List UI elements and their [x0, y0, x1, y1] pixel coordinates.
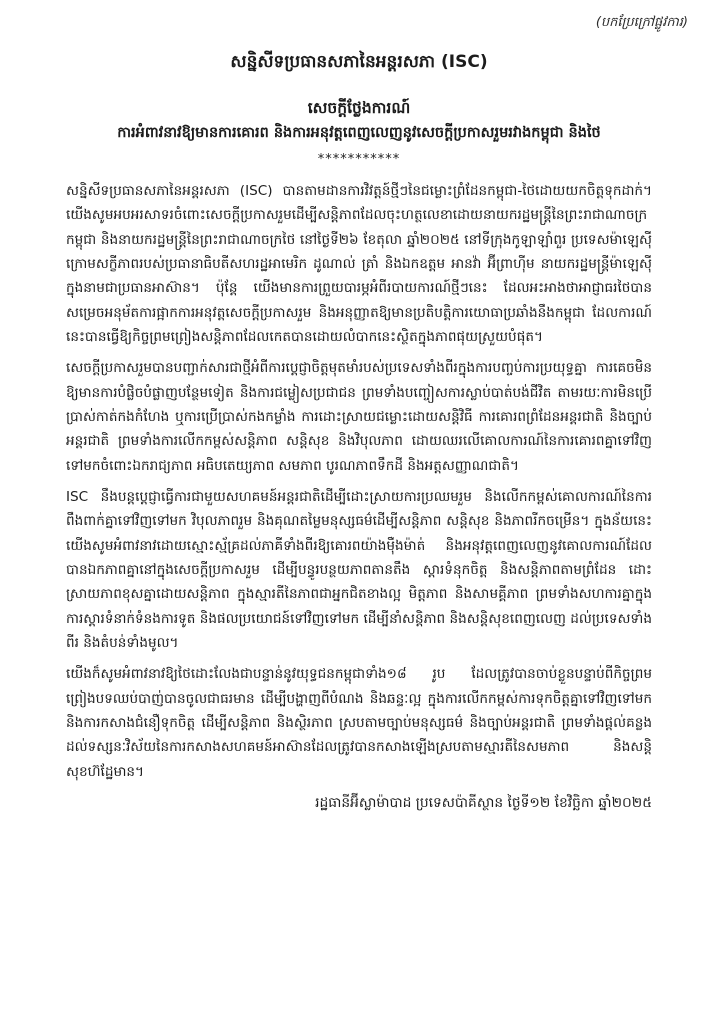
organization-title: សន្និសីទប្រធានសភានៃអន្តរសភា (ISC) [230, 52, 488, 72]
body-paragraph-4: យើងក៏សូមអំពាវនាវឱ្យថៃដោះលែងជាបន្ទាន់នូវយុទ្ធជនកម្ពុជាទាំង១៨ រូប ដែលត្រូវបានចាប់ខ្លួនបន្ទាប់ពីកិច្ចព្រមព្រៀងបទឈប់បាញ់បានចូលជាធរមាន ដើម្បីបង្ហាញពីបំណង និងឆន្ទៈល្អ ក្នុងការលើកកម្ពស់ការទុកចិត្តគ្នាទៅវិញទៅមក និងការកសាងជំនឿទុកចិត្ត ដើម្បីសន្តិភាព និងស្ថិរភាព ស្របតាមច្បាប់មនុស្សធម៌ និងច្បាប់អន្តរជាតិ ព្រមទាំងផ្តល់គន្លងដល់ទស្សនៈវិស័យនៃការកសាងសហគមន៍អាស៊ានដែលត្រូវបានកសាងឡើងស្របតាមស្មារតីនៃសមភាព និងសន្តិសុខហ៊ដ្ឋែមាន។ [66, 666, 652, 780]
body-paragraph-3: ISC នឹងបន្តប្តេជ្ញាធ្វើការជាមួយសហគមន៍អន្តរជាតិដើម្បីដោះស្រាយការប្រឈមរួម និងលើកកម្ពស់គោលការណ៍នៃការពឹងពាក់គ្នាទៅវិញទៅមក វិបុលភាពរួម និងគុណតម្លៃមនុស្សធម៌ដើម្បីសន្តិភាព សន្តិសុខ និងភាពរីកចម្រើន។ ក្នុងន័យនេះ យើងសូមអំពាវនាវដោយស្មោះស្ម័គ្រដល់ភាគីទាំងពីរឱ្យគោរពយ៉ាងម៉ឺងម៉ាត់ និងអនុវត្តពេញលេញនូវគោលការណ៍ដែលបានឯកភាពគ្នានៅក្នុងសេចក្តីប្រកាសរួម ដើម្បីបន្ធូរបន្ថយភាពតានតឹង ស្តារទំនុកចិត្ត និងសន្តិភាពតាមព្រំដែន ដោះស្រាយភាពខុសគ្នាដោយសន្តិភាព ក្នុងស្មារតីនៃភាពជាអ្នកជិតខាងល្អ មិត្តភាព និងសាមគ្គីភាព ព្រមទាំងសហការគ្នាក្នុងការស្តារទំនាក់ទំនងការទូត និងផលប្រយោជន៍ទៅវិញទៅមក ដើម្បីនាំសន្តិភាព និងសន្តិសុខពេញលេញ ដល់ប្រទេសទាំងពីរ និងតំបន់ទាំងមូល។ [66, 488, 652, 651]
place-date-signoff: រដ្ឋធានីអ៊ីស្លាម៉ាបាដ ប្រទេសប៉ាគីស្ថាន ថ្ងៃទី១២ ខែវិច្ឆិកា ឆ្នាំ២០២៥ [315, 794, 652, 811]
statement-subtitle: ការអំពាវនាវឱ្យមានការគោរព និងការអនុវត្តពេញលេញនូវសេចក្តីប្រកាសរួមរវាងកម្ពុជា និងថៃ [117, 125, 601, 141]
body-paragraph-1: សន្និសីទប្រធានសភានៃអន្តរសភា (ISC) បានតាមដានការវិវត្តន៍ថ្មីៗនៃជម្លោះព្រំដែនកម្ពុជា-ថៃដោយយកចិត្តទុកដាក់។ យើងសូមអបអរសាទរចំពោះសេចក្តីប្រកាសរួមដើម្បីសន្តិភាពដែលចុះហត្ថលេខាដោយនាយករដ្ឋមន្ត្រីនៃព្រះរាជាណាចក្រកម្ពុជា និងនាយករដ្ឋមន្ត្រីនៃព្រះរាជាណាចក្រថៃ នៅថ្ងៃទី២៦ ខែតុលា ឆ្នាំ២០២៥ នៅទីក្រុងកូឡាឡាំពួរ ប្រទេសម៉ាឡេស៊ី ក្រោមសក្ខីភាពរបស់ប្រធានាធិបតីសហរដ្ឋអាមេរិក ដូណាល់ ត្រាំ និងឯកឧត្តម អានវ៉ា អ៊ីព្រាហ៊ីម នាយករដ្ឋមន្ត្រីម៉ាឡេស៊ីក្នុងនាមជាប្រធានអាស៊ាន។ ប៉ុន្តែ យើងមានការព្រួយបារម្ភអំពីរបាយការណ៍ថ្មីៗនេះ ដែលអះអាងថាអាជ្ញាធរថៃបានសម្រេចអនុម័តការផ្អាកការអនុវត្តសេចក្តីប្រកាសរួម និងអនុញ្ញាតឱ្យមានប្រតិបត្តិការយោធាប្រឆាំងនឹងកម្ពុជា ដែលការណ៍នេះបានធ្វើឱ្យកិច្ចព្រមព្រៀងសន្តិភាពដែលកេតបានដោយលំបាកនេះស្ថិតក្នុងភាពផុយស្រួយបំផុត។ [66, 183, 652, 345]
body-paragraph-2: សេចក្តីប្រកាសរួមបានបញ្ជាក់សារជាថ្មីអំពីការប្តេជ្ញាចិត្តមុតមាំរបស់ប្រទេសទាំងពីរក្នុងការបញ្ចប់ការប្រយុទ្ធគ្នា ការគេចមិនឱ្យមានការបំផ្លិចបំផ្លាញបន្ថែមទៀត និងការជម្លៀសប្រជាជន ព្រមទាំងបញ្ចៀសការស្លាប់បាត់បង់ជីវិត តាមរយៈការមិនប្រើប្រាស់កាត់កងកំហែង ឬការប្រើប្រាស់កងកម្លាំង ការដោះស្រាយជម្លោះដោយសន្តិវិធី ការគោរពព្រំដែនអន្តរជាតិ និងច្បាប់អន្តរជាតិ ព្រមទាំងការលើកកម្ពស់សន្តិភាព សន្តិសុខ និងវិបុលភាព ដោយឈរលើគោលការណ៍នៃការគោរពគ្នាទៅវិញទៅមកចំពោះឯករាជ្យភាព អធិបតេយ្យភាព សមភាព បូរណភាពទឹកដី និងអត្តសញ្ញាណជាតិ។ [66, 360, 652, 474]
asterisk-separator: *********** [317, 152, 401, 168]
unofficial-translation-note: (បកប្រែក្រៅផ្លូវការ) [595, 15, 688, 30]
statement-title: សេចក្តីថ្លែងការណ៍ [307, 99, 411, 117]
